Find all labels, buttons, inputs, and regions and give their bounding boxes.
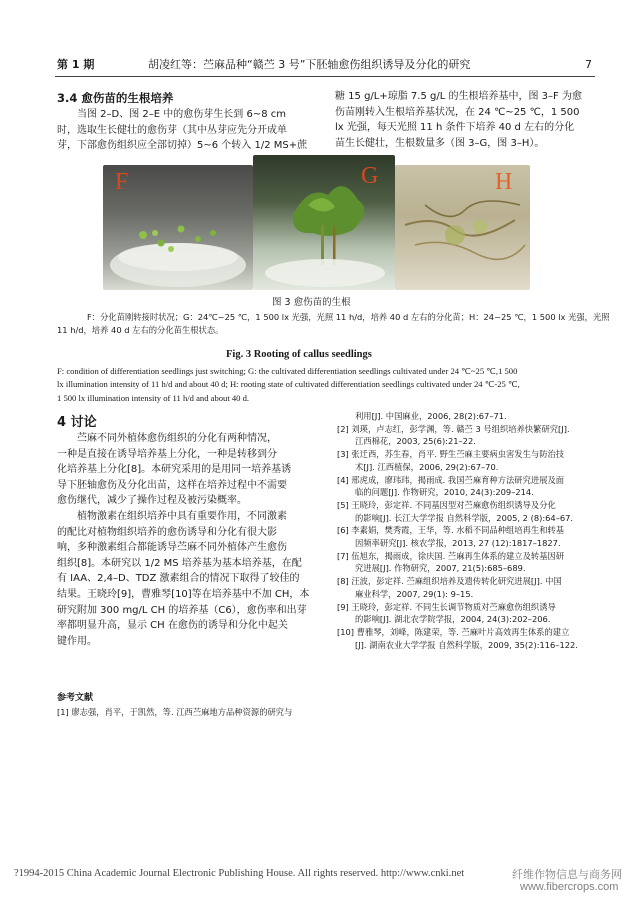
text-line: 愈伤继代，减少了操作过程及被污染概率。	[57, 495, 247, 507]
text-line: 一种是直接在诱导培养基上分化，一种是转移到分	[57, 448, 277, 460]
photo-panel-h	[395, 165, 530, 290]
figure-caption-en-title: Fig. 3 Rooting of callus seedlings	[226, 349, 372, 360]
reference-item: [5] 王晓玲，彭定祥. 不同基因型对苎麻愈伤组织诱导及分化	[337, 499, 556, 510]
reference-item: 麻业科学，2007, 29(1): 9–15.	[355, 588, 474, 599]
text-line: 时，选取生长健壮的愈伤芽（其中丛芽应先分开成单	[57, 124, 287, 136]
reference-item: [2] 刘瑛，卢志红，彭学渊，等. 赣苎 3 号组织培养快繁研究[J].	[337, 423, 570, 434]
references-left	[57, 706, 337, 719]
reference-item: 临的问题[J]. 作物研究，2010, 24(3):209–214.	[355, 487, 534, 498]
text-line: 化培养基上分化[8]。本研究采用的是用同一培养基诱	[57, 464, 292, 476]
reference-item: 利用[J]. 中国麻业，2006, 28(2):67–71.	[355, 411, 507, 421]
text-line: 组织[8]。本研究以 1/2 MS 培养基为基本培养基，在配	[57, 557, 302, 569]
text-line: 率都明显升高，显示 CH 在愈伤的诱导和分化中起关	[57, 620, 288, 632]
caption-line: F: condition of differentiation seedlings just switching; G: the cultivated differentiation seedlings cultivated under 24 ℃~25 ℃,1 500	[57, 366, 518, 376]
figure-caption-cn-title: 图 3 愈伤苗的生根	[272, 297, 351, 308]
caption-line: 11 h/d，培养 40 d 左右的分化苗生根状态。	[57, 325, 224, 335]
section-4-heading: 4 讨论	[57, 415, 97, 430]
reference-item: 的影响[J]. 长江大学学报 自然科学版，2005, 2 (8):64–67.	[355, 512, 574, 523]
section-3-4-right-column	[335, 89, 600, 151]
text-line: 研究附加 300 mg/L CH 的培养基（C6），愈伤率和出芽	[57, 604, 307, 616]
text-line: 有 IAA、2,4–D、TDZ 激素组合的情况下取得了较佳的	[57, 573, 300, 585]
reference-item: 术[J]. 江西植保，2006, 29(2):67–70.	[355, 461, 499, 472]
text-line: 响，多种激素组合都能诱导苎麻不同外植体产生愈伤	[57, 542, 287, 554]
reference-item: [3] 张迁西，苏生春，肖平. 野生苎麻主要病虫害发生与防治技	[337, 449, 565, 460]
references-right	[337, 410, 599, 651]
reference-item: [9] 王晓玲，彭定祥. 不同生长调节物质对苎麻愈伤组织诱导	[337, 601, 556, 612]
text-line: 芽，下部愈伤组织应全部切掉）5~6 个转入 1/2 MS+蔗	[57, 140, 308, 152]
reference-item: [8] 汪波，彭定祥. 苎麻组织培养及遗传转化研究进展[J]. 中国	[337, 576, 562, 587]
text-line: 导下胚轴愈伤及分化出苗，这样在培养过程中不需要	[57, 479, 287, 491]
caption-line: F：分化苗刚转接时状况；G：24℃~25 ℃，1 500 lx 光强，光照 11 h/d，培养 40 d 左右的分化苗；H：24~25 ℃，1 500 lx 光强，光照	[87, 312, 610, 322]
section-3-4-heading: 3.4 愈伤苗的生根培养	[57, 91, 174, 105]
caption-line: 1 500 lx illumination intensity of 11 h/d and about 40 d.	[57, 392, 250, 403]
panel-label: G	[361, 163, 379, 189]
reference-item: [4] 邢虎成，廖玮玮，揭雨成. 我国苎麻育种方法研究进展及面	[337, 474, 565, 485]
page-number: 7	[585, 58, 592, 71]
references-title: 参考文献	[57, 693, 94, 703]
panel-label: F	[115, 169, 129, 195]
header-rule	[55, 76, 595, 77]
reference-item: [J]. 湖南农业大学学报 自然科学版，2009, 35(2):116–122.	[355, 639, 578, 650]
reference-item: [7] 伍旭东，揭雨成，徐庆国. 苎麻再生体系的建立及转基因研	[337, 550, 565, 561]
discussion-paragraphs	[57, 431, 335, 649]
text-line: 结果。王晓玲[9]，曹雅琴[10]等在培养基中不加 CH，本	[57, 588, 310, 600]
text-line: 键作用。	[57, 635, 97, 647]
reference-item: [6] 李素娟，樊秀霞，王华，等. 水稻不同品种组培再生和转基	[337, 525, 565, 536]
text-line: 伤苗刚转入生根培养基状况，在 24 ℃~25 ℃，1 500	[335, 106, 580, 118]
reference-item: 江西棉花，2003, 25(6):21–22.	[355, 436, 476, 447]
figure-caption-cn	[57, 311, 617, 337]
copyright-footer: ?1994-2015 China Academic Journal Electronic Publishing House. All rights reserved. http://www.cnki.net	[14, 868, 465, 879]
reference-item: [1] 廖志强，肖平，于凯然，等. 江西苎麻地方品种资源的研究与	[57, 707, 293, 717]
running-title: 胡凌红等：苎麻品种“赣苎 3 号”下胚轴愈伤组织诱导及分化的研究	[148, 58, 471, 71]
caption-line: lx illumination intensity of 11 h/d and about 40 d; H: rooting state of cultivated differentiation seedlings cultivated under 24 ℃-25 ℃,	[57, 379, 520, 390]
text-line: 苗生长健壮，生根数量多（图 3–G，图 3–H）。	[335, 137, 545, 149]
reference-item: 的影响[J]. 湖北农学院学报，2004, 24(3):202–206.	[355, 614, 551, 625]
photo-panel-f	[103, 165, 253, 290]
text-line: 糖 15 g/L+琼脂 7.5 g/L 的生根培养基中，图 3–F 为愈	[335, 91, 582, 102]
watermark-cn: 纤维作物信息与商务网	[512, 868, 622, 881]
panel-label: H	[495, 169, 513, 195]
photo-panel-g	[253, 155, 395, 290]
reference-item: [10] 曹雅琴，刘峰，陈建荣，等. 苎麻叶片高效再生体系的建立	[337, 626, 570, 637]
reference-item: 究进展[J]. 作物研究，2007, 21(5):685–689.	[355, 563, 526, 574]
reference-item: 因频率研究[J]. 核农学报，2013, 27 (12):1817–1827.	[355, 538, 561, 549]
text-line: 当图 2–D、图 2–E 中的愈伤芽生长到 6~8 cm	[77, 109, 286, 120]
figure-caption-en	[57, 365, 617, 405]
watermark-url: www.fibercrops.com	[520, 881, 619, 893]
text-line: 苎麻不同外植体愈伤组织的分化有两种情况，	[77, 433, 277, 444]
text-line: lx 光强，每天光照 11 h 条件下培养 40 d 左右的分化	[335, 122, 575, 134]
section-3-4-left-column	[57, 107, 332, 154]
text-line: 的配比对植物组织培养的愈伤诱导和分化有很大影	[57, 526, 277, 538]
issue-label: 第 1 期	[57, 58, 95, 71]
text-line: 植物激素在组织培养中具有重要作用，不同激素	[77, 510, 287, 522]
